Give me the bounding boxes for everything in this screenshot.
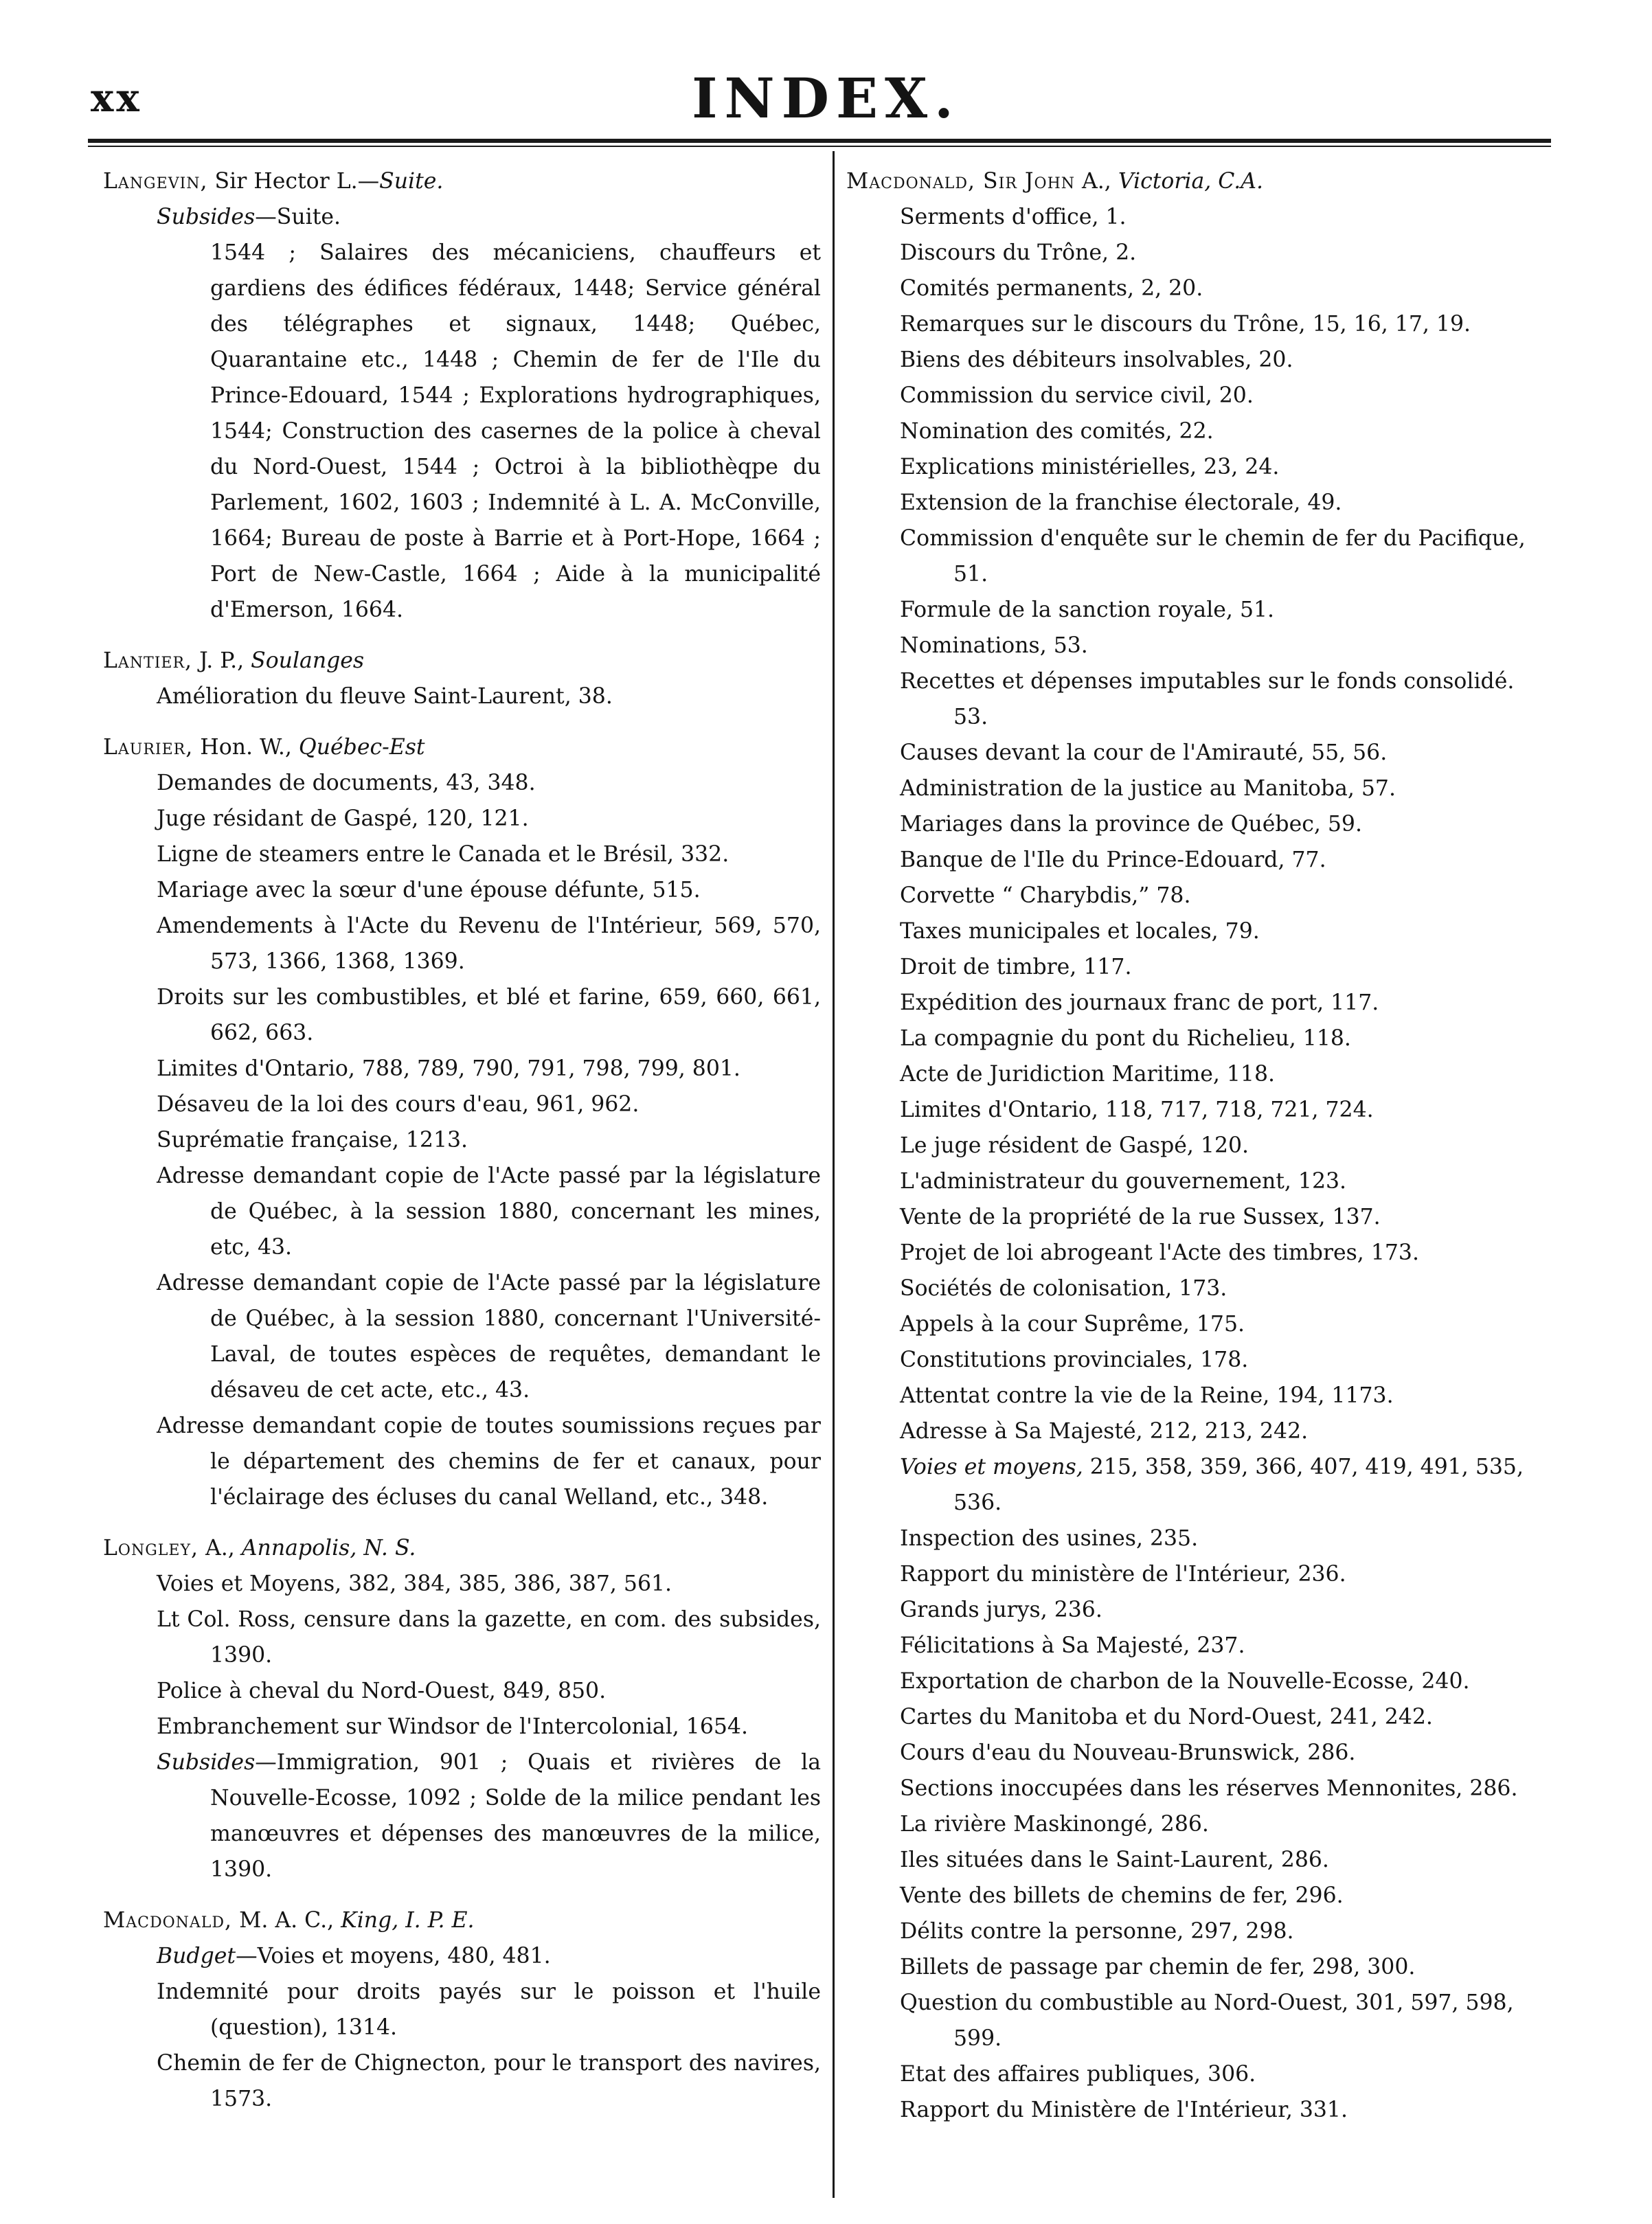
index-item: Adresse à Sa Majesté, 212, 213, 242. bbox=[900, 1419, 1309, 1444]
entry-suite: Suite. bbox=[379, 169, 444, 194]
entry-name-rest: A., bbox=[198, 1536, 242, 1561]
index-item: Biens des débiteurs insolvables, 20. bbox=[900, 348, 1293, 372]
index-item: Vente de la propriété de la rue Sussex, 137. bbox=[900, 1205, 1381, 1229]
index-item: Attentat contre la vie de la Reine, 194, 1173. bbox=[900, 1383, 1394, 1408]
index-item: Cartes du Manitoba et du Nord-Ouest, 241, 242. bbox=[900, 1705, 1433, 1729]
index-item: Remarques sur le discours du Trône, 15, 16, 17, 19. bbox=[900, 312, 1471, 337]
index-item: Exportation de charbon de la Nouvelle-Ecosse, 240. bbox=[900, 1669, 1470, 1694]
index-item: Adresse demandant copie de toutes soumissions reçues par le département des chemins de fer et canaux, pour l'éclairage des écluses du canal Welland, etc., 348. bbox=[157, 1414, 821, 1510]
index-item: Acte de Juridiction Maritime, 118. bbox=[900, 1062, 1276, 1087]
index-item: Etat des affaires publiques, 306. bbox=[900, 2062, 1256, 2087]
entry-riding: King, I. P. E. bbox=[341, 1908, 475, 1933]
index-item: Expédition des journaux franc de port, 117. bbox=[900, 990, 1379, 1015]
subsection-text: 215, 358, 359, 366, 407, 419, 491, 535, 536. bbox=[953, 1455, 1524, 1515]
page-title: INDEX. bbox=[692, 66, 960, 131]
index-item: Grands jurys, 236. bbox=[900, 1598, 1102, 1622]
page-number: xx bbox=[91, 76, 142, 121]
index-item: Ligne de steamers entre le Canada et le Brésil, 332. bbox=[157, 842, 729, 867]
index-item: Serments d'office, 1. bbox=[900, 205, 1127, 229]
index-item: Discours du Trône, 2. bbox=[900, 240, 1137, 265]
index-item: Amélioration du fleuve Saint-Laurent, 38. bbox=[157, 684, 613, 709]
index-item: Droits sur les combustibles, et blé et farine, 659, 660, 661, 662, 663. bbox=[157, 985, 821, 1045]
index-item: Demandes de documents, 43, 348. bbox=[157, 771, 536, 795]
index-item: Explications ministérielles, 23, 24. bbox=[900, 455, 1280, 479]
header-rule bbox=[88, 139, 1551, 143]
index-item: Commission du service civil, 20. bbox=[900, 383, 1254, 408]
index-item: Commission d'enquête sur le chemin de fer du Pacifique, 51. bbox=[900, 526, 1526, 587]
index-item: Corvette “ Charybdis,” 78. bbox=[900, 883, 1191, 908]
index-item: Nominations, 53. bbox=[900, 633, 1088, 658]
entry-heading bbox=[103, 1903, 821, 1938]
index-item: Le juge résident de Gaspé, 120. bbox=[900, 1133, 1249, 1158]
index-item: Mariage avec la sœur d'une épouse défunte, 515. bbox=[157, 878, 701, 903]
index-item: Projet de loi abrogeant l'Acte des timbres, 173. bbox=[900, 1240, 1419, 1265]
entry-heading bbox=[846, 163, 1554, 199]
entry-macdonald-john bbox=[846, 163, 1554, 2128]
column-divider bbox=[833, 151, 835, 2198]
index-item: Taxes municipales et locales, 79. bbox=[900, 919, 1260, 944]
entry-name-rest: A., bbox=[1075, 169, 1118, 194]
subsection-suite: —Suite. bbox=[255, 205, 341, 229]
entry-name-rest: Sir Hector L.— bbox=[207, 169, 380, 194]
index-item: Limites d'Ontario, 788, 789, 790, 791, 798, 799, 801. bbox=[157, 1056, 740, 1081]
entry-riding: Annapolis, N. S. bbox=[241, 1536, 416, 1561]
index-item: Causes devant la cour de l'Amirauté, 55, 56. bbox=[900, 740, 1388, 765]
entry-surname: Longley, bbox=[103, 1536, 199, 1561]
subsection-label: Subsides bbox=[157, 1750, 256, 1775]
entry-riding: Québec-Est bbox=[298, 735, 425, 760]
subsection-label: Subsides bbox=[157, 205, 256, 229]
index-item: Lt Col. Ross, censure dans la gazette, en com. des subsides, 1390. bbox=[157, 1607, 821, 1668]
index-item: Appels à la cour Suprême, 175. bbox=[900, 1312, 1245, 1337]
index-item: Billets de passage par chemin de fer, 298, 300. bbox=[900, 1955, 1416, 1979]
index-item: Administration de la justice au Manitoba, 57. bbox=[900, 776, 1396, 801]
entry-laurier bbox=[103, 729, 821, 1515]
index-item: Mariages dans la province de Québec, 59. bbox=[900, 812, 1362, 837]
subsection-label: Budget bbox=[157, 1944, 236, 1968]
index-item: Juge résidant de Gaspé, 120, 121. bbox=[157, 806, 529, 831]
index-item: Inspection des usines, 235. bbox=[900, 1526, 1199, 1551]
index-item-budget bbox=[157, 1938, 821, 1974]
index-item: Iles situées dans le Saint-Laurent, 286. bbox=[900, 1848, 1329, 1872]
index-item: Amendements à l'Acte du Revenu de l'Intérieur, 569, 570, 573, 1366, 1368, 1369. bbox=[157, 914, 821, 974]
index-item: Voies et Moyens, 382, 384, 385, 386, 387, 561. bbox=[157, 1571, 672, 1596]
index-item: Banque de l'Ile du Prince-Edouard, 77. bbox=[900, 848, 1326, 872]
index-item: Formule de la sanction royale, 51. bbox=[900, 598, 1275, 622]
entry-surname: Macdonald, bbox=[103, 1908, 233, 1933]
index-item: Désaveu de la loi des cours d'eau, 961, 962. bbox=[157, 1092, 640, 1117]
index-item: Rapport du ministère de l'Intérieur, 236. bbox=[900, 1562, 1346, 1587]
entry-surname: Laurier, bbox=[103, 735, 194, 760]
index-item: Suprématie française, 1213. bbox=[157, 1128, 468, 1153]
index-item: Délits contre la personne, 297, 298. bbox=[900, 1919, 1294, 1944]
index-item: Vente des billets de chemins de fer, 296. bbox=[900, 1883, 1344, 1908]
subsection-text: 1544 ; Salaires des mécaniciens, chauffeurs et gardiens des édifices fédéraux, 1448; Service général des télégraphes et signaux, 1448; Québec, Quarantaine etc., 1448 ; Chemin de fer de l'Ile du Prince-Edouard, 1544 ; Explorations hydrographiques, 1544; Construction des casernes de la police à cheval du Nord-Ouest, 1544 ; Octroi à la bibliothèqpe du Parlement, 1602, 1603 ; Indemnité à L. A. McConville, 1664; Bureau de poste à Barrie et à Port-Hope, 1664 ; Port de New-Castle, 1664 ; Aide à la municipalité d'Emerson, 1664. bbox=[210, 240, 821, 622]
index-item: La rivière Maskinongé, 286. bbox=[900, 1812, 1209, 1837]
entry-riding: Soulanges bbox=[251, 648, 365, 673]
entry-heading bbox=[103, 163, 821, 199]
index-item-subsides bbox=[157, 1745, 821, 1887]
index-item: La compagnie du pont du Richelieu, 118. bbox=[900, 1026, 1351, 1051]
entry-heading bbox=[103, 643, 821, 679]
subsection-label: Voies et moyens, bbox=[900, 1455, 1083, 1479]
entry-lantier bbox=[103, 643, 821, 714]
index-item: Droit de timbre, 117. bbox=[900, 955, 1132, 979]
index-item: Comités permanents, 2, 20. bbox=[900, 276, 1203, 301]
entry-macdonald-mac bbox=[103, 1903, 821, 2117]
entry-riding: Victoria, C.A. bbox=[1118, 169, 1264, 194]
index-item: Indemnité pour droits payés sur le poisson et l'huile (question), 1314. bbox=[157, 1979, 821, 2040]
index-item: Nomination des comités, 22. bbox=[900, 419, 1214, 444]
left-column bbox=[103, 163, 821, 2132]
index-item: Adresse demandant copie de l'Acte passé par la législature de Québec, à la session 1880, concernant les mines, etc, 43. bbox=[157, 1164, 821, 1260]
subsection-text: —Immigration, 901 ; Quais et rivières de la Nouvelle-Ecosse, 1092 ; Solde de la milice pendant les manœuvres et dépenses des manœuvres de la milice, 1390. bbox=[210, 1750, 821, 1882]
entry-surname: Lantier, bbox=[103, 648, 193, 673]
index-item-voies bbox=[900, 1449, 1554, 1521]
entry-heading bbox=[103, 1530, 821, 1566]
index-item: Police à cheval du Nord-Ouest, 849, 850. bbox=[157, 1679, 607, 1703]
right-column bbox=[846, 163, 1554, 2143]
index-item: Félicitations à Sa Majesté, 237. bbox=[900, 1633, 1245, 1658]
entry-heading bbox=[103, 729, 821, 765]
index-item: Extension de la franchise électorale, 49. bbox=[900, 490, 1342, 515]
subsection-heading bbox=[157, 199, 821, 235]
entry-name-rest: Hon. W., bbox=[193, 735, 299, 760]
index-item: Question du combustible au Nord-Ouest, 301, 597, 598, 599. bbox=[900, 1990, 1514, 2051]
index-item: Limites d'Ontario, 118, 717, 718, 721, 724. bbox=[900, 1098, 1374, 1122]
entry-longley bbox=[103, 1530, 821, 1887]
index-item: Constitutions provinciales, 178. bbox=[900, 1348, 1249, 1372]
index-item: Embranchement sur Windsor de l'Intercolonial, 1654. bbox=[157, 1714, 748, 1739]
index-item: Adresse demandant copie de l'Acte passé par la législature de Québec, à la session 1880, concernant l'Université-Laval, de toutes espèces de requêtes, demandant le désaveu de cet acte, etc., 43. bbox=[157, 1271, 821, 1403]
entry-surname: Langevin, bbox=[103, 169, 208, 194]
index-item: Recettes et dépenses imputables sur le fonds consolidé. 53. bbox=[900, 669, 1515, 729]
item-list-after bbox=[846, 1521, 1554, 2128]
entry-surname: Macdonald, Sir John bbox=[846, 169, 1076, 194]
index-item: L'administrateur du gouvernement, 123. bbox=[900, 1169, 1347, 1194]
entry-name-rest: J. P., bbox=[192, 648, 251, 673]
index-item: Chemin de fer de Chignecton, pour le transport des navires, 1573. bbox=[157, 2051, 821, 2111]
entry-name-rest: M. A. C., bbox=[232, 1908, 341, 1933]
header-rule-thin bbox=[88, 146, 1551, 147]
index-item: Sociétés de colonisation, 173. bbox=[900, 1276, 1227, 1301]
index-item: Cours d'eau du Nouveau-Brunswick, 286. bbox=[900, 1740, 1356, 1765]
index-item: Rapport du Ministère de l'Intérieur, 331. bbox=[900, 2098, 1348, 2122]
item-list-before bbox=[846, 199, 1554, 1449]
subsection-text: —Voies et moyens, 480, 481. bbox=[236, 1944, 551, 1968]
entry-langevin bbox=[103, 163, 821, 628]
index-item: Sections inoccupées dans les réserves Mennonites, 286. bbox=[900, 1776, 1518, 1801]
